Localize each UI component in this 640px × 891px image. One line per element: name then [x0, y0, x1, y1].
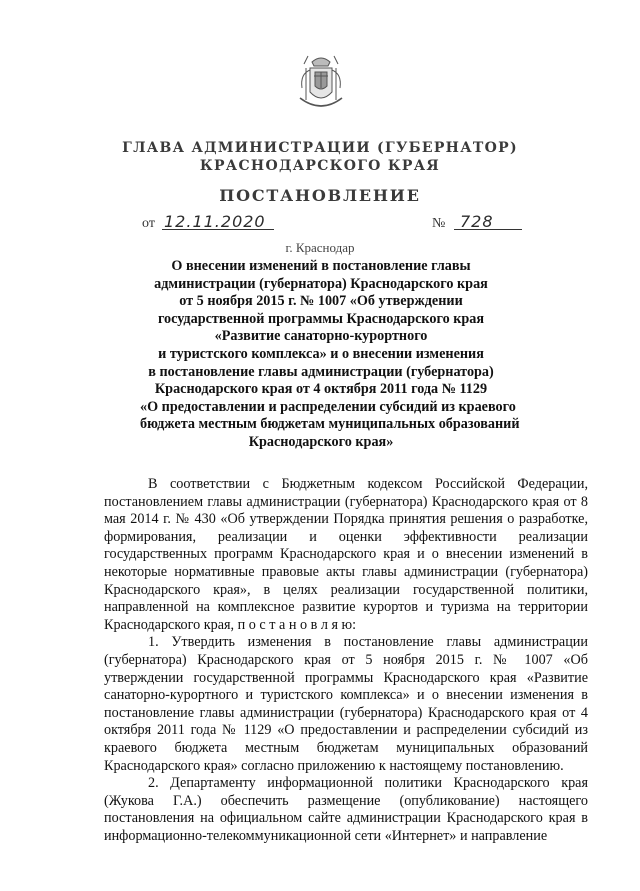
item-1-paragraph: 1. Утвердить изменения в постановление главы администрации (губернатора) Краснодарского края от 5 ноября 2015 г. № 1007 «Об утверждении государственной программы Краснодарского края «Развитие санаторно-курортного и туристского комплекса» и о внесении изменения в постановление главы администрации (губернатора) Краснодарского края от 4 октября 2011 года № 1129 «О предоставлении и распределении субсидий из краевого бюджета местным бюджетам муниципальных образований Краснодарского края» согласно приложению к настоящему постановлению. — [104, 634, 588, 774]
title-line: государственной программы Краснодарского края — [157, 310, 485, 327]
document-type: ПОСТАНОВЛЕНИЕ — [219, 186, 421, 205]
title-line: бюджета местным бюджетам муниципальных образований — [140, 416, 520, 433]
city: г. Краснодар — [285, 240, 355, 255]
title-line: «Развитие санаторно-курортного — [214, 328, 428, 345]
title-line: О внесении изменений в постановление главы — [171, 258, 471, 274]
title-line: Краснодарского края» — [248, 433, 394, 450]
date-value: 12.11.2020 — [164, 212, 266, 231]
number-label: № — [432, 216, 446, 231]
document-title — [140, 258, 520, 452]
organization-line-2: КРАСНОДАРСКОГО КРАЯ — [199, 158, 441, 174]
title-line: Краснодарского края от 4 октября 2011 года № 1129 — [154, 381, 488, 398]
organization-line-1: ГЛАВА АДМИНИСТРАЦИИ (ГУБЕРНАТОР) — [122, 140, 518, 156]
item-2-paragraph: 2. Департаменту информационной политики Краснодарского края (Жукова Г.А.) обеспечить размещение (опубликование) настоящего постановления на официальном сайте администрации Краснодарского края в информационно-телекоммуникационной сети «Интернет» и направление — [104, 775, 588, 844]
krasnodar-coat-of-arms-icon — [296, 52, 346, 114]
title-line: администрации (губернатора) Краснодарского края — [154, 275, 488, 292]
number-value: 728 — [460, 212, 494, 231]
title-line: и туристского комплекса» и о внесении изменения — [158, 345, 484, 362]
document-body — [104, 476, 588, 845]
title-line: от 5 ноября 2015 г. № 1007 «Об утверждении — [179, 293, 463, 310]
title-line: «О предоставлении и распределении субсидий из краевого — [140, 398, 516, 415]
title-line: в постановление главы администрации (губернатора) — [148, 363, 494, 380]
date-label: от — [142, 216, 155, 231]
preamble-paragraph: В соответствии с Бюджетным кодексом Российской Федерации, постановлением главы администрации (губернатора) Краснодарского края от 8 мая 2014 г. № 430 «Об утверждении Порядка принятия решения о разработке, формирования, реализации и оценки эффективности реализации государственных программ Краснодарского края и о внесении изменений в некоторые нормативные правовые акты главы администрации (губернатора) Краснодарского края», в целях реализации государственной политики, направленной на комплексное развитие курортов и туризма на территории Краснодарского края, п о с т а н о в л я ю: — [104, 476, 588, 633]
